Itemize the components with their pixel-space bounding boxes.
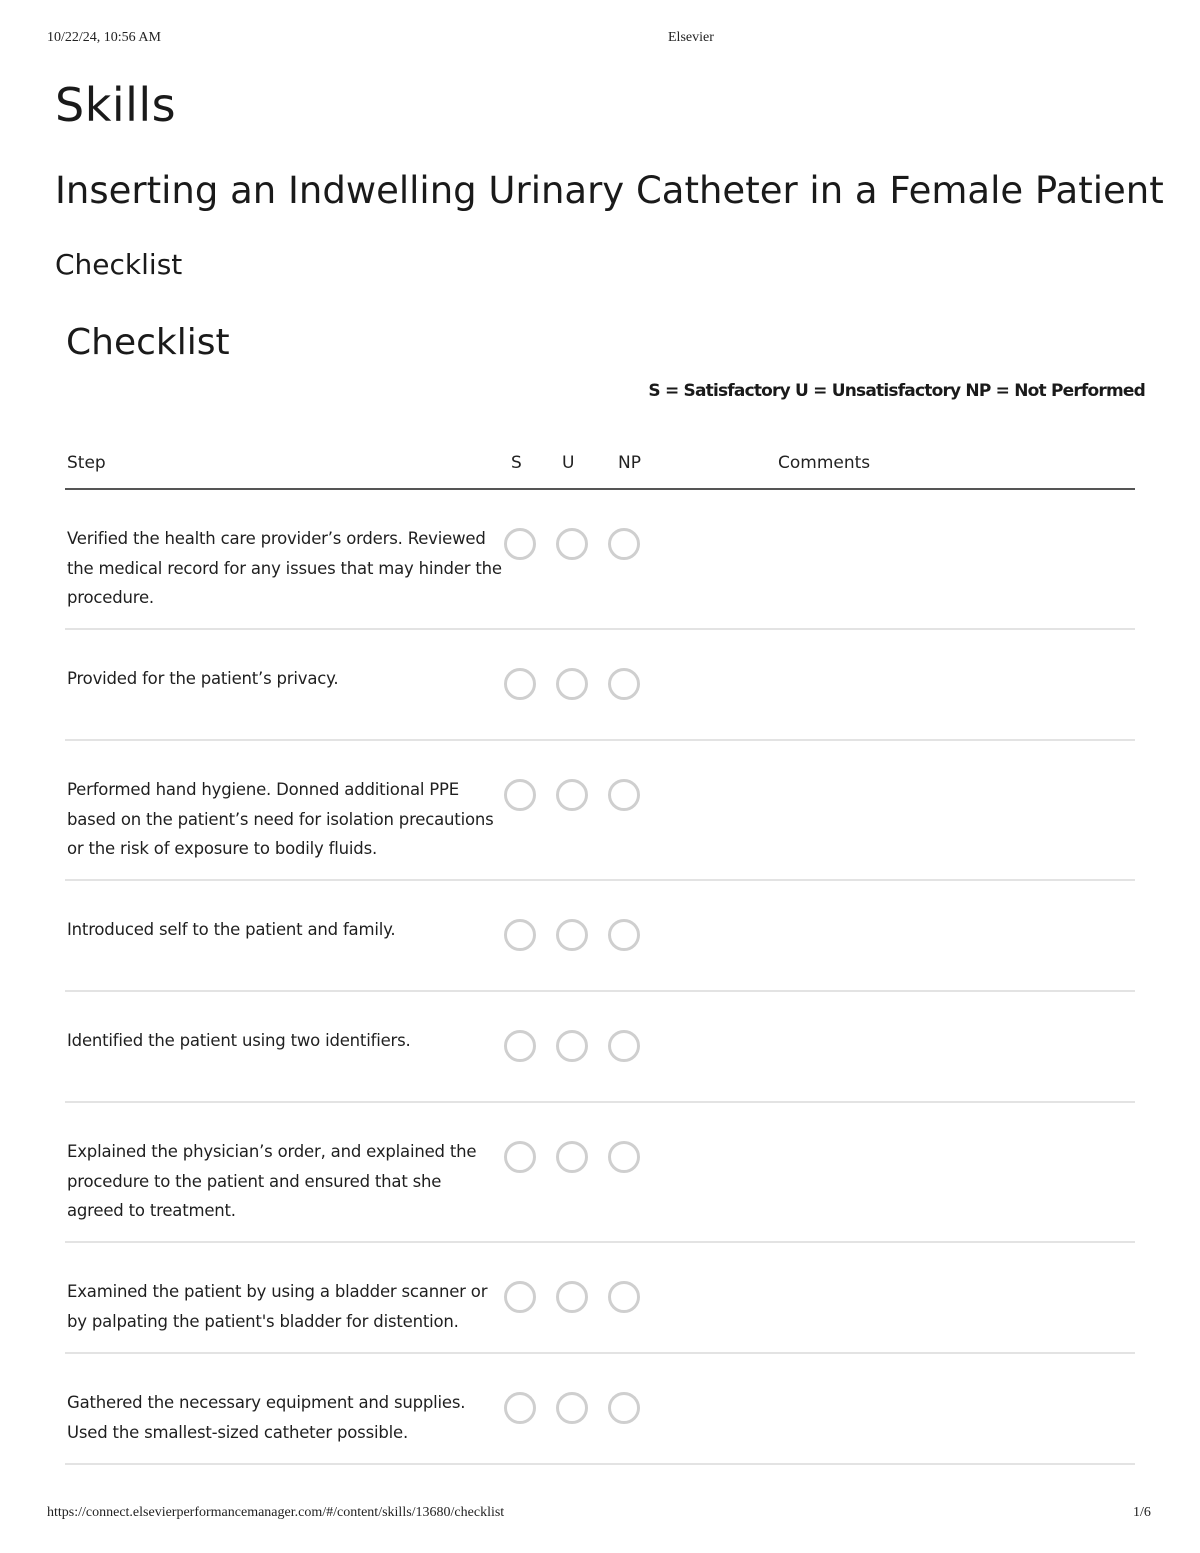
page-subheading: Checklist xyxy=(55,248,183,281)
not-performed-radio[interactable] xyxy=(608,1392,640,1424)
unsatisfactory-radio[interactable] xyxy=(556,1141,588,1173)
checklist-heading: Checklist xyxy=(66,322,230,363)
table-header xyxy=(65,448,1135,490)
satisfactory-radio[interactable] xyxy=(504,1281,536,1313)
header-s: S xyxy=(511,453,522,473)
unsatisfactory-radio[interactable] xyxy=(556,919,588,951)
not-performed-radio[interactable] xyxy=(608,779,640,811)
table-row xyxy=(65,630,1135,741)
satisfactory-radio[interactable] xyxy=(504,1392,536,1424)
rating-legend: S = Satisfactory U = Unsatisfactory NP = Not Performed xyxy=(648,381,1145,401)
satisfactory-radio[interactable] xyxy=(504,1141,536,1173)
print-page-number: 1/6 xyxy=(1133,1505,1151,1520)
satisfactory-radio[interactable] xyxy=(504,528,536,560)
print-site-name: Elsevier xyxy=(668,30,714,45)
header-comments: Comments xyxy=(778,453,871,473)
header-u: U xyxy=(562,453,575,473)
satisfactory-radio[interactable] xyxy=(504,1030,536,1062)
header-np: NP xyxy=(618,453,641,473)
skill-title: Inserting an Indwelling Urinary Catheter in a Female Patient xyxy=(55,169,1164,212)
unsatisfactory-radio[interactable] xyxy=(556,668,588,700)
not-performed-radio[interactable] xyxy=(608,919,640,951)
print-url: https://connect.elsevierperformancemanager.com/#/content/skills/13680/checklist xyxy=(47,1505,505,1520)
unsatisfactory-radio[interactable] xyxy=(556,779,588,811)
not-performed-radio[interactable] xyxy=(608,1030,640,1062)
checklist-table xyxy=(65,448,1135,1465)
not-performed-radio[interactable] xyxy=(608,1141,640,1173)
not-performed-radio[interactable] xyxy=(608,668,640,700)
step-text: Verified the health care provider’s orders. Reviewed the medical record for any issues that may hinder the procedure. xyxy=(67,529,502,607)
table-row xyxy=(65,992,1135,1103)
step-text: Introduced self to the patient and family. xyxy=(67,920,396,939)
print-footer xyxy=(0,1505,1200,1525)
table-row xyxy=(65,490,1135,630)
not-performed-radio[interactable] xyxy=(608,528,640,560)
table-row xyxy=(65,881,1135,992)
table-row xyxy=(65,1354,1135,1465)
unsatisfactory-radio[interactable] xyxy=(556,1281,588,1313)
table-row xyxy=(65,1243,1135,1354)
unsatisfactory-radio[interactable] xyxy=(556,1030,588,1062)
step-text: Performed hand hygiene. Donned additional PPE based on the patient’s need for isolation precautions or the risk of exposure to bodily fluids. xyxy=(67,780,494,858)
page-heading: Skills xyxy=(55,78,177,132)
satisfactory-radio[interactable] xyxy=(504,668,536,700)
satisfactory-radio[interactable] xyxy=(504,779,536,811)
satisfactory-radio[interactable] xyxy=(504,919,536,951)
unsatisfactory-radio[interactable] xyxy=(556,528,588,560)
header-step: Step xyxy=(67,453,106,473)
table-row xyxy=(65,1103,1135,1243)
unsatisfactory-radio[interactable] xyxy=(556,1392,588,1424)
print-header xyxy=(0,30,1200,50)
not-performed-radio[interactable] xyxy=(608,1281,640,1313)
step-text: Explained the physician’s order, and explained the procedure to the patient and ensured that she agreed to treatment. xyxy=(67,1142,477,1220)
step-text: Identified the patient using two identifiers. xyxy=(67,1031,411,1050)
step-text: Examined the patient by using a bladder scanner or by palpating the patient's bladder for distention. xyxy=(67,1282,488,1331)
table-row xyxy=(65,741,1135,881)
print-timestamp: 10/22/24, 10:56 AM xyxy=(47,30,161,45)
step-text: Gathered the necessary equipment and supplies. Used the smallest-sized catheter possible. xyxy=(67,1393,466,1442)
step-text: Provided for the patient’s privacy. xyxy=(67,669,339,688)
